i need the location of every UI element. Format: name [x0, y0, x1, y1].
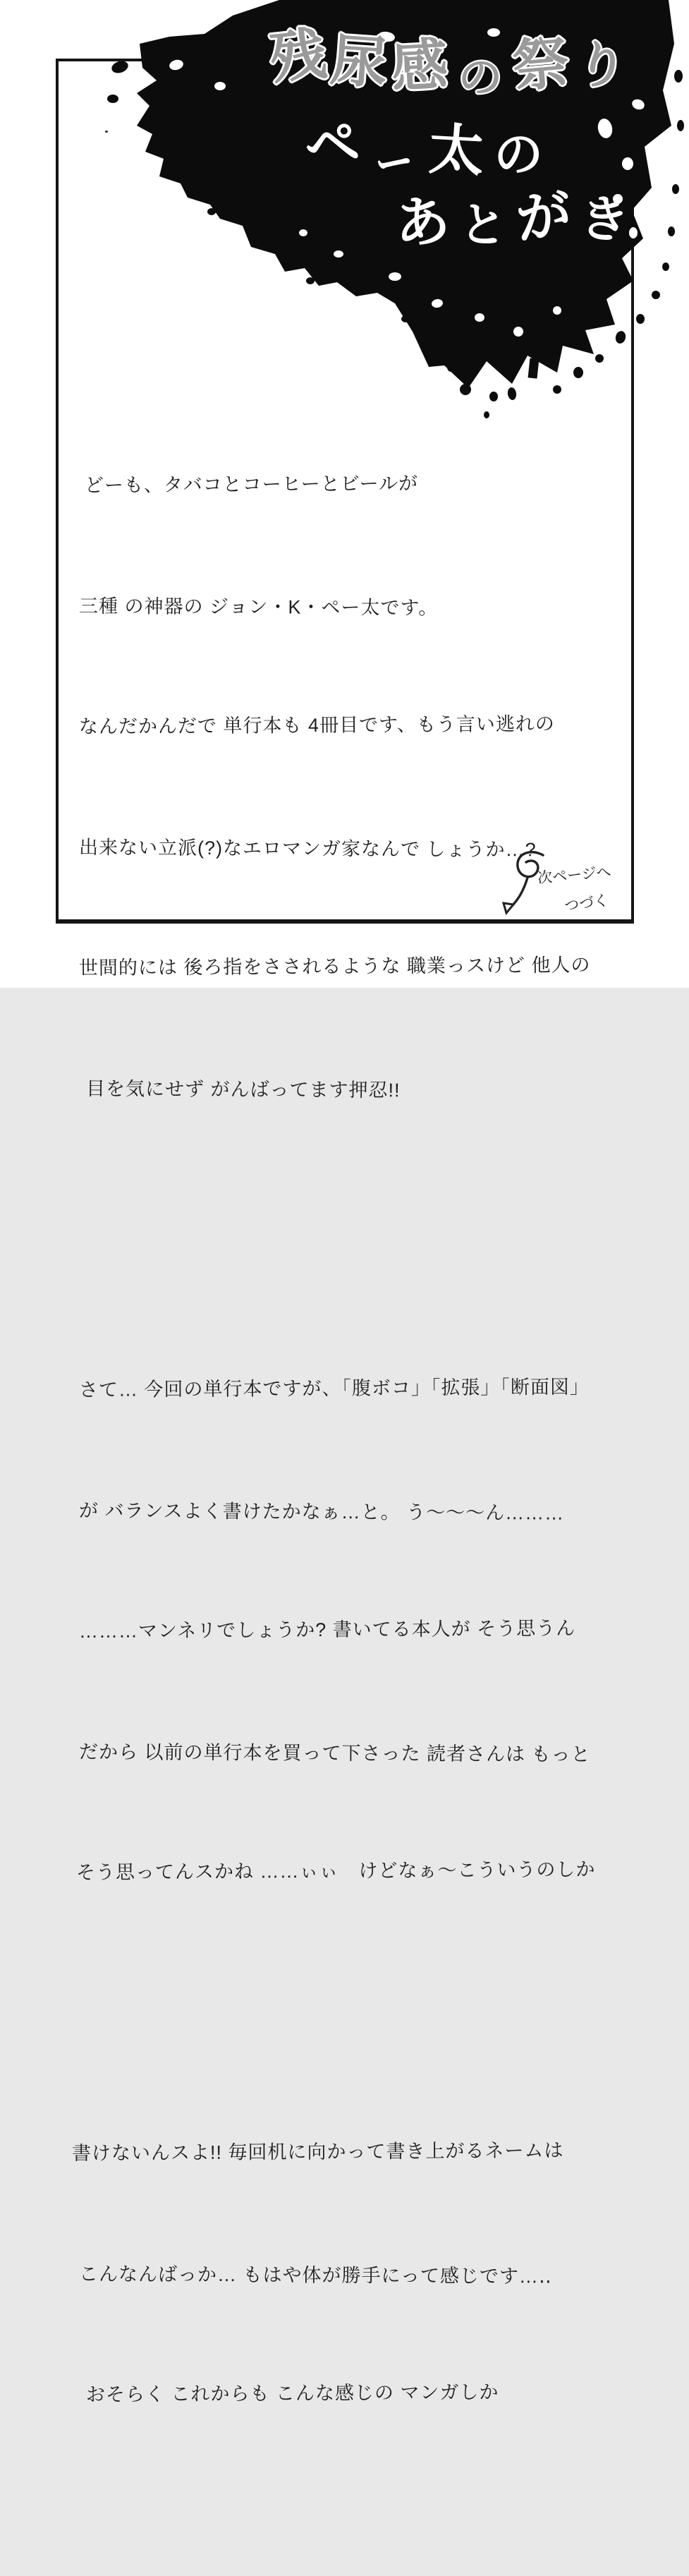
- handwritten-line: おそらく これからも こんな感じの マンガしか: [85, 2381, 499, 2405]
- afterword-author-line: [301, 111, 546, 194]
- title-letter: き: [577, 188, 633, 250]
- title-letter: の: [492, 125, 545, 184]
- handwritten-line: が バランスよく書けたかなぁ…と。 う〜〜〜ん………: [78, 1500, 565, 1524]
- title-letter: 感: [389, 32, 450, 99]
- title-letter: あ: [393, 189, 452, 255]
- handwritten-line: 書けないんスよ!! 毎回机に向かって書き上がるネームは: [71, 2139, 564, 2164]
- handwritten-line: 目を気にせず がんばってます押忍!!: [85, 1078, 401, 1101]
- handwritten-line: ………マンネリでしょうか? 書いてる本人が そう思うん: [78, 1617, 576, 1642]
- paragraph: [75, 1290, 636, 1973]
- title-letter: ー: [371, 132, 417, 194]
- handwritten-line: さて… 今回の単行本ですが、「腹ボコ」「拡張」「断面図」: [78, 1376, 590, 1401]
- handwritten-line: 世間的には 後ろ指をさされるような 職業っスけど 他人の: [78, 954, 591, 979]
- title-letter: り: [573, 35, 630, 97]
- next-page-label: 次ページへ: [537, 864, 612, 887]
- title-letter: の: [456, 51, 505, 104]
- title-letter: 祭: [510, 30, 572, 99]
- handwritten-line: こんなんばっか… もはや体が勝手にって感じです…‥: [78, 2263, 553, 2287]
- title-letter: ペ: [301, 111, 363, 179]
- handwritten-line: だから 以前の単行本を買って下さった 読者さんは もっと: [78, 1741, 591, 1765]
- title-letter: 残: [267, 22, 330, 90]
- afterword-text: [71, 305, 636, 2576]
- afterword-heading: [393, 182, 633, 255]
- next-page-note: [494, 845, 642, 923]
- series-title: [267, 22, 630, 104]
- handwritten-line: 三種 の神器の ジョン・K・ペー太です。: [78, 595, 439, 619]
- title-letter: と: [458, 197, 508, 253]
- paragraph: [71, 2053, 636, 2496]
- handwritten-line: 出来ない立派(?)なエロマンガ家なんで しょうか…?: [78, 837, 537, 861]
- title-letter: が: [512, 182, 575, 251]
- title-letter: 太: [427, 118, 486, 183]
- handwritten-line: そう思ってんスかね ……ぃぃ けどなぁ〜こういうのしか: [75, 1858, 596, 1883]
- title-letter: 尿: [329, 28, 390, 95]
- next-page-label-2: つづく: [563, 892, 610, 915]
- paragraph: [79, 385, 636, 1190]
- handwritten-line: なんだかんだで 単行本も 4冊目です、もう言い逃れの: [78, 713, 555, 737]
- handwritten-line: どーも、タバコとコーヒーとビールが: [84, 473, 419, 496]
